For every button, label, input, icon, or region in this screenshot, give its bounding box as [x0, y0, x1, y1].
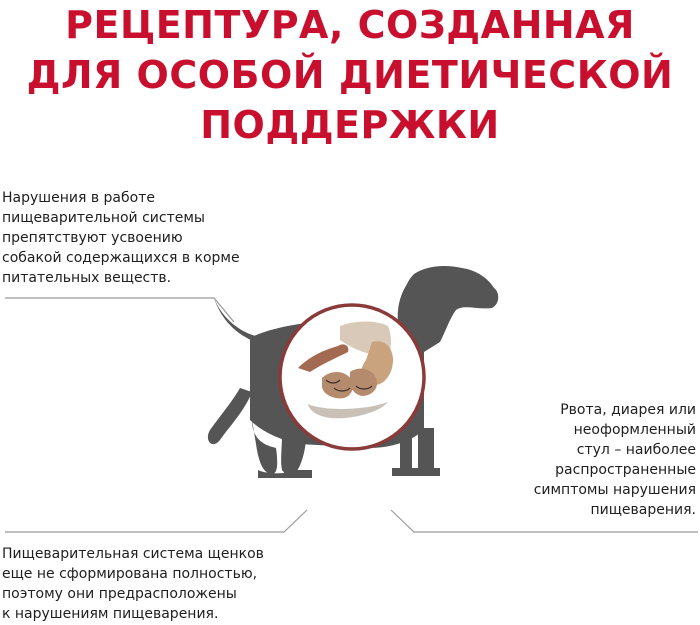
leader-line-bottom-left [5, 510, 307, 532]
title-line: ПОДДЕРЖКИ [200, 103, 500, 147]
callout-line: питательных веществ. [2, 270, 172, 286]
leader-line-top-left [5, 298, 234, 322]
callout-symptoms [534, 400, 696, 520]
callout-line: неоформленный [573, 422, 696, 438]
callout-line: поэтому они предрасположены [2, 586, 237, 602]
callout-line: распространенные [555, 462, 696, 478]
callout-digestive-disorders [2, 188, 240, 288]
callout-line: пищеварительной системы [2, 210, 205, 226]
digestive-system-inset [280, 305, 424, 449]
callout-puppy-digestion [2, 544, 264, 624]
callout-line: симптомы нарушения [533, 482, 696, 498]
callout-line: препятствуют усвоению [2, 230, 183, 246]
callout-line: стул – наиболее [576, 442, 696, 458]
callout-line: еще не сформирована полностью, [2, 566, 258, 582]
callout-line: собакой содержащихся в корме [2, 250, 240, 266]
title-line: ДЛЯ ОСОБОЙ ДИЕТИЧЕСКОЙ [26, 53, 674, 97]
callout-line: Нарушения в работе [2, 190, 155, 206]
callout-line: Пищеварительная система щенков [2, 546, 264, 562]
title-line: РЕЦЕПТУРА, СОЗДАННАЯ [65, 3, 635, 47]
callout-line: Рвота, диарея или [560, 402, 696, 418]
callout-line: к нарушениям пищеварения. [2, 606, 219, 622]
callout-line: пищеварения. [590, 502, 696, 518]
